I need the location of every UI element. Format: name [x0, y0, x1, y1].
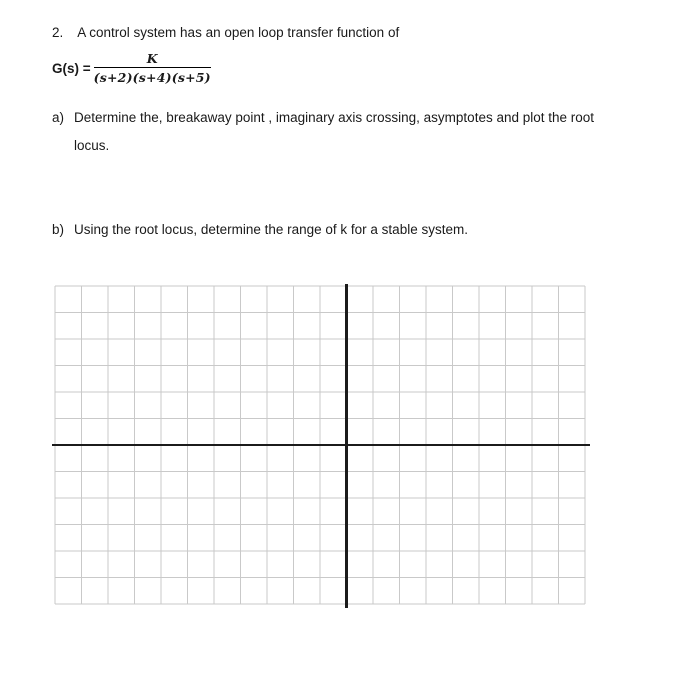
part-a-label: a) — [52, 110, 65, 125]
formula-lhs: G(s) = — [52, 61, 91, 77]
part-b-label: b) — [52, 222, 65, 237]
formula-denominator: (s+2)(s+4)(s+5) — [93, 70, 211, 86]
part-b-text: Using the root locus, determine the range of k for a stable system. — [74, 222, 468, 237]
formula-numerator: K — [146, 51, 158, 66]
problem-number: 2. — [52, 25, 64, 40]
problem-intro-text: A control system has an open loop transfer function of — [77, 25, 400, 40]
part-a-text: Determine the, breakaway point , imaginary axis crossing, asymptotes and plot the root locus. — [74, 110, 595, 153]
